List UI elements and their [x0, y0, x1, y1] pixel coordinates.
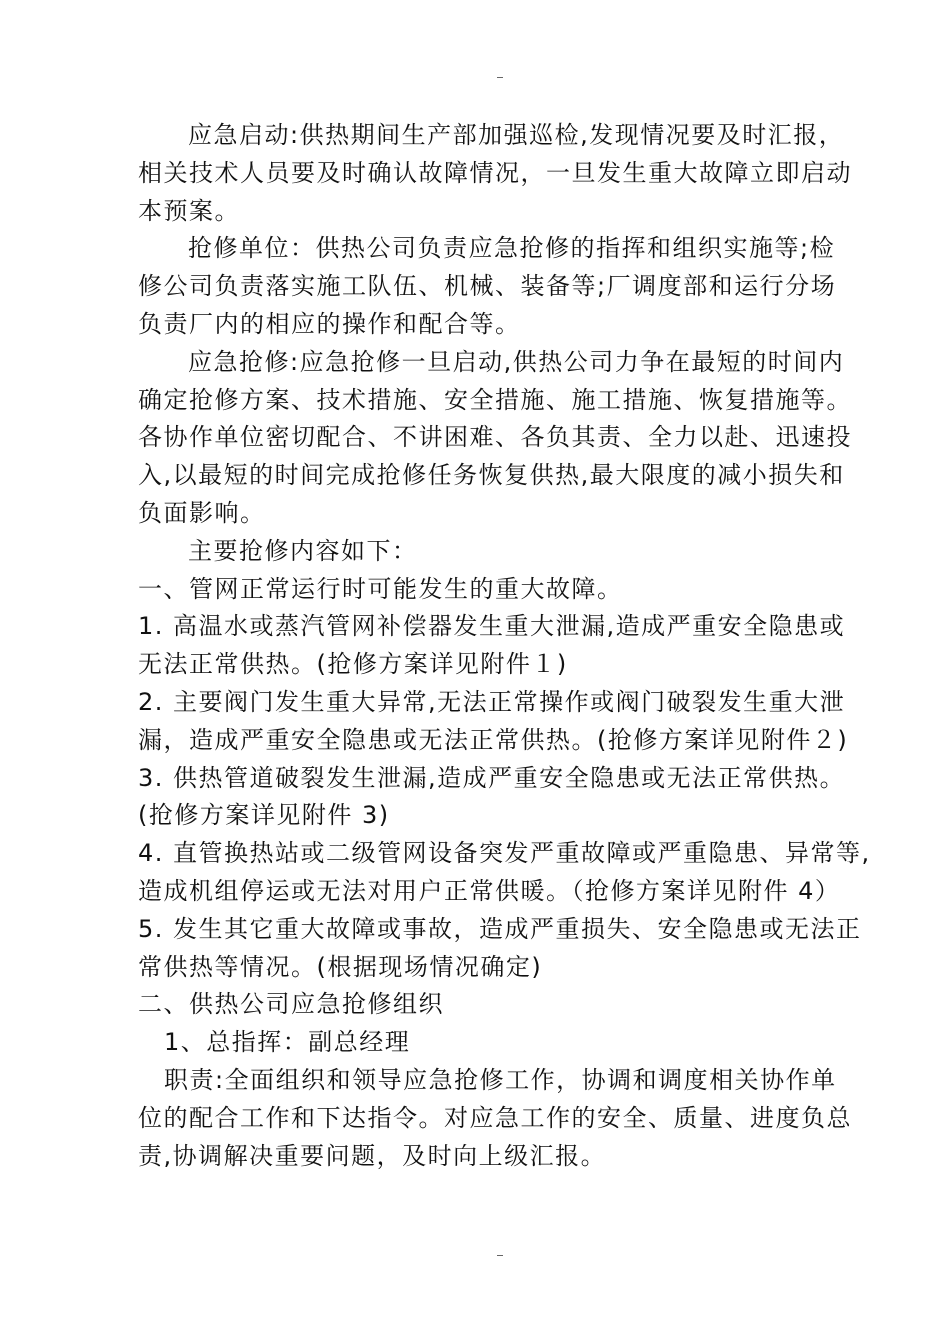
text-line: 5. 发生其它重大故障或事故，造成严重损失、安全隐患或无法正: [138, 914, 862, 943]
section-heading: 一、管网正常运行时可能发生的重大故障。: [138, 574, 623, 603]
paragraph-emergency-start: [138, 117, 868, 230]
text-line: 修公司负责落实施工队伍、机械、装备等;厂调度部和运行分场: [138, 272, 837, 301]
text-line: 相关技术人员要及时确认故障情况，一旦发生重大故障立即启动: [138, 158, 852, 187]
commander-heading: [138, 1024, 868, 1062]
text-line: 常供热等情况。(根据现场情况确定): [138, 952, 543, 981]
section-heading: 二、供热公司应急抢修组织: [138, 990, 444, 1019]
list-item-5: [138, 911, 868, 987]
text-line: 负面影响。: [138, 498, 266, 527]
text-line: 漏，造成严重安全隐患或无法正常供热。(抢修方案详见附件２): [138, 725, 849, 754]
text-line: 责,协调解决重要问题，及时向上级汇报。: [138, 1141, 607, 1170]
header-mark: [497, 77, 503, 78]
section-one-heading: [138, 571, 868, 609]
text-line: 造成机组停运或无法对用户正常供暖。（抢修方案详见附件 4）: [138, 876, 841, 905]
text-line: 各协作单位密切配合、不讲困难、各负其责、全力以赴、迅速投: [138, 423, 852, 452]
text-line: 3. 供热管道破裂发生泄漏,造成严重安全隐患或无法正常供热。: [138, 763, 846, 792]
text-line: 无法正常供热。(抢修方案详见附件１): [138, 650, 568, 679]
text-line: 主要抢修内容如下：: [188, 536, 418, 565]
list-item-2: [138, 684, 868, 760]
commander-duties: [138, 1062, 868, 1175]
text-line: (抢修方案详见附件 3): [138, 801, 390, 830]
list-item-3: [138, 760, 868, 836]
subsection-heading: 1、总指挥：副总经理: [164, 1028, 411, 1057]
text-line: 4. 直管换热站或二级管网设备突发严重故障或严重隐患、异常等,: [138, 839, 871, 868]
text-line: 应急启动:供热期间生产部加强巡检,发现情况要及时汇报，: [188, 121, 845, 149]
section-two-heading: [138, 986, 868, 1024]
text-line: 入,以最短的时间完成抢修任务恢复供热,最大限度的减小损失和: [138, 461, 845, 490]
list-item-1: [138, 608, 868, 684]
paragraph-emergency-repair: [138, 344, 868, 533]
text-line: 2. 主要阀门发生重大异常,无法正常操作或阀门破裂发生重大泄: [138, 687, 846, 716]
text-line: 位的配合工作和下达指令。对应急工作的安全、质量、进度负总: [138, 1103, 852, 1132]
text-line: 确定抢修方案、技术措施、安全措施、施工措施、恢复措施等。: [138, 385, 852, 414]
text-line: 抢修单位：供热公司负责应急抢修的指挥和组织实施等;检: [188, 234, 836, 263]
document-body: [138, 117, 871, 1175]
text-line: 1. 高温水或蒸汽管网补偿器发生重大泄漏,造成严重安全隐患或: [138, 612, 846, 641]
text-line: 应急抢修:应急抢修一旦启动,供热公司力争在最短的时间内: [188, 347, 845, 376]
list-item-4: [138, 835, 871, 911]
text-line: 负责厂内的相应的操作和配合等。: [138, 309, 521, 338]
text-line: 职责:全面组织和领导应急抢修工作，协调和调度相关协作单: [164, 1065, 837, 1094]
footer-mark: [497, 1255, 503, 1256]
paragraph-repair-unit: [138, 230, 868, 343]
text-line: 本预案。: [138, 196, 240, 225]
paragraph-main-repair-content: [138, 533, 868, 571]
